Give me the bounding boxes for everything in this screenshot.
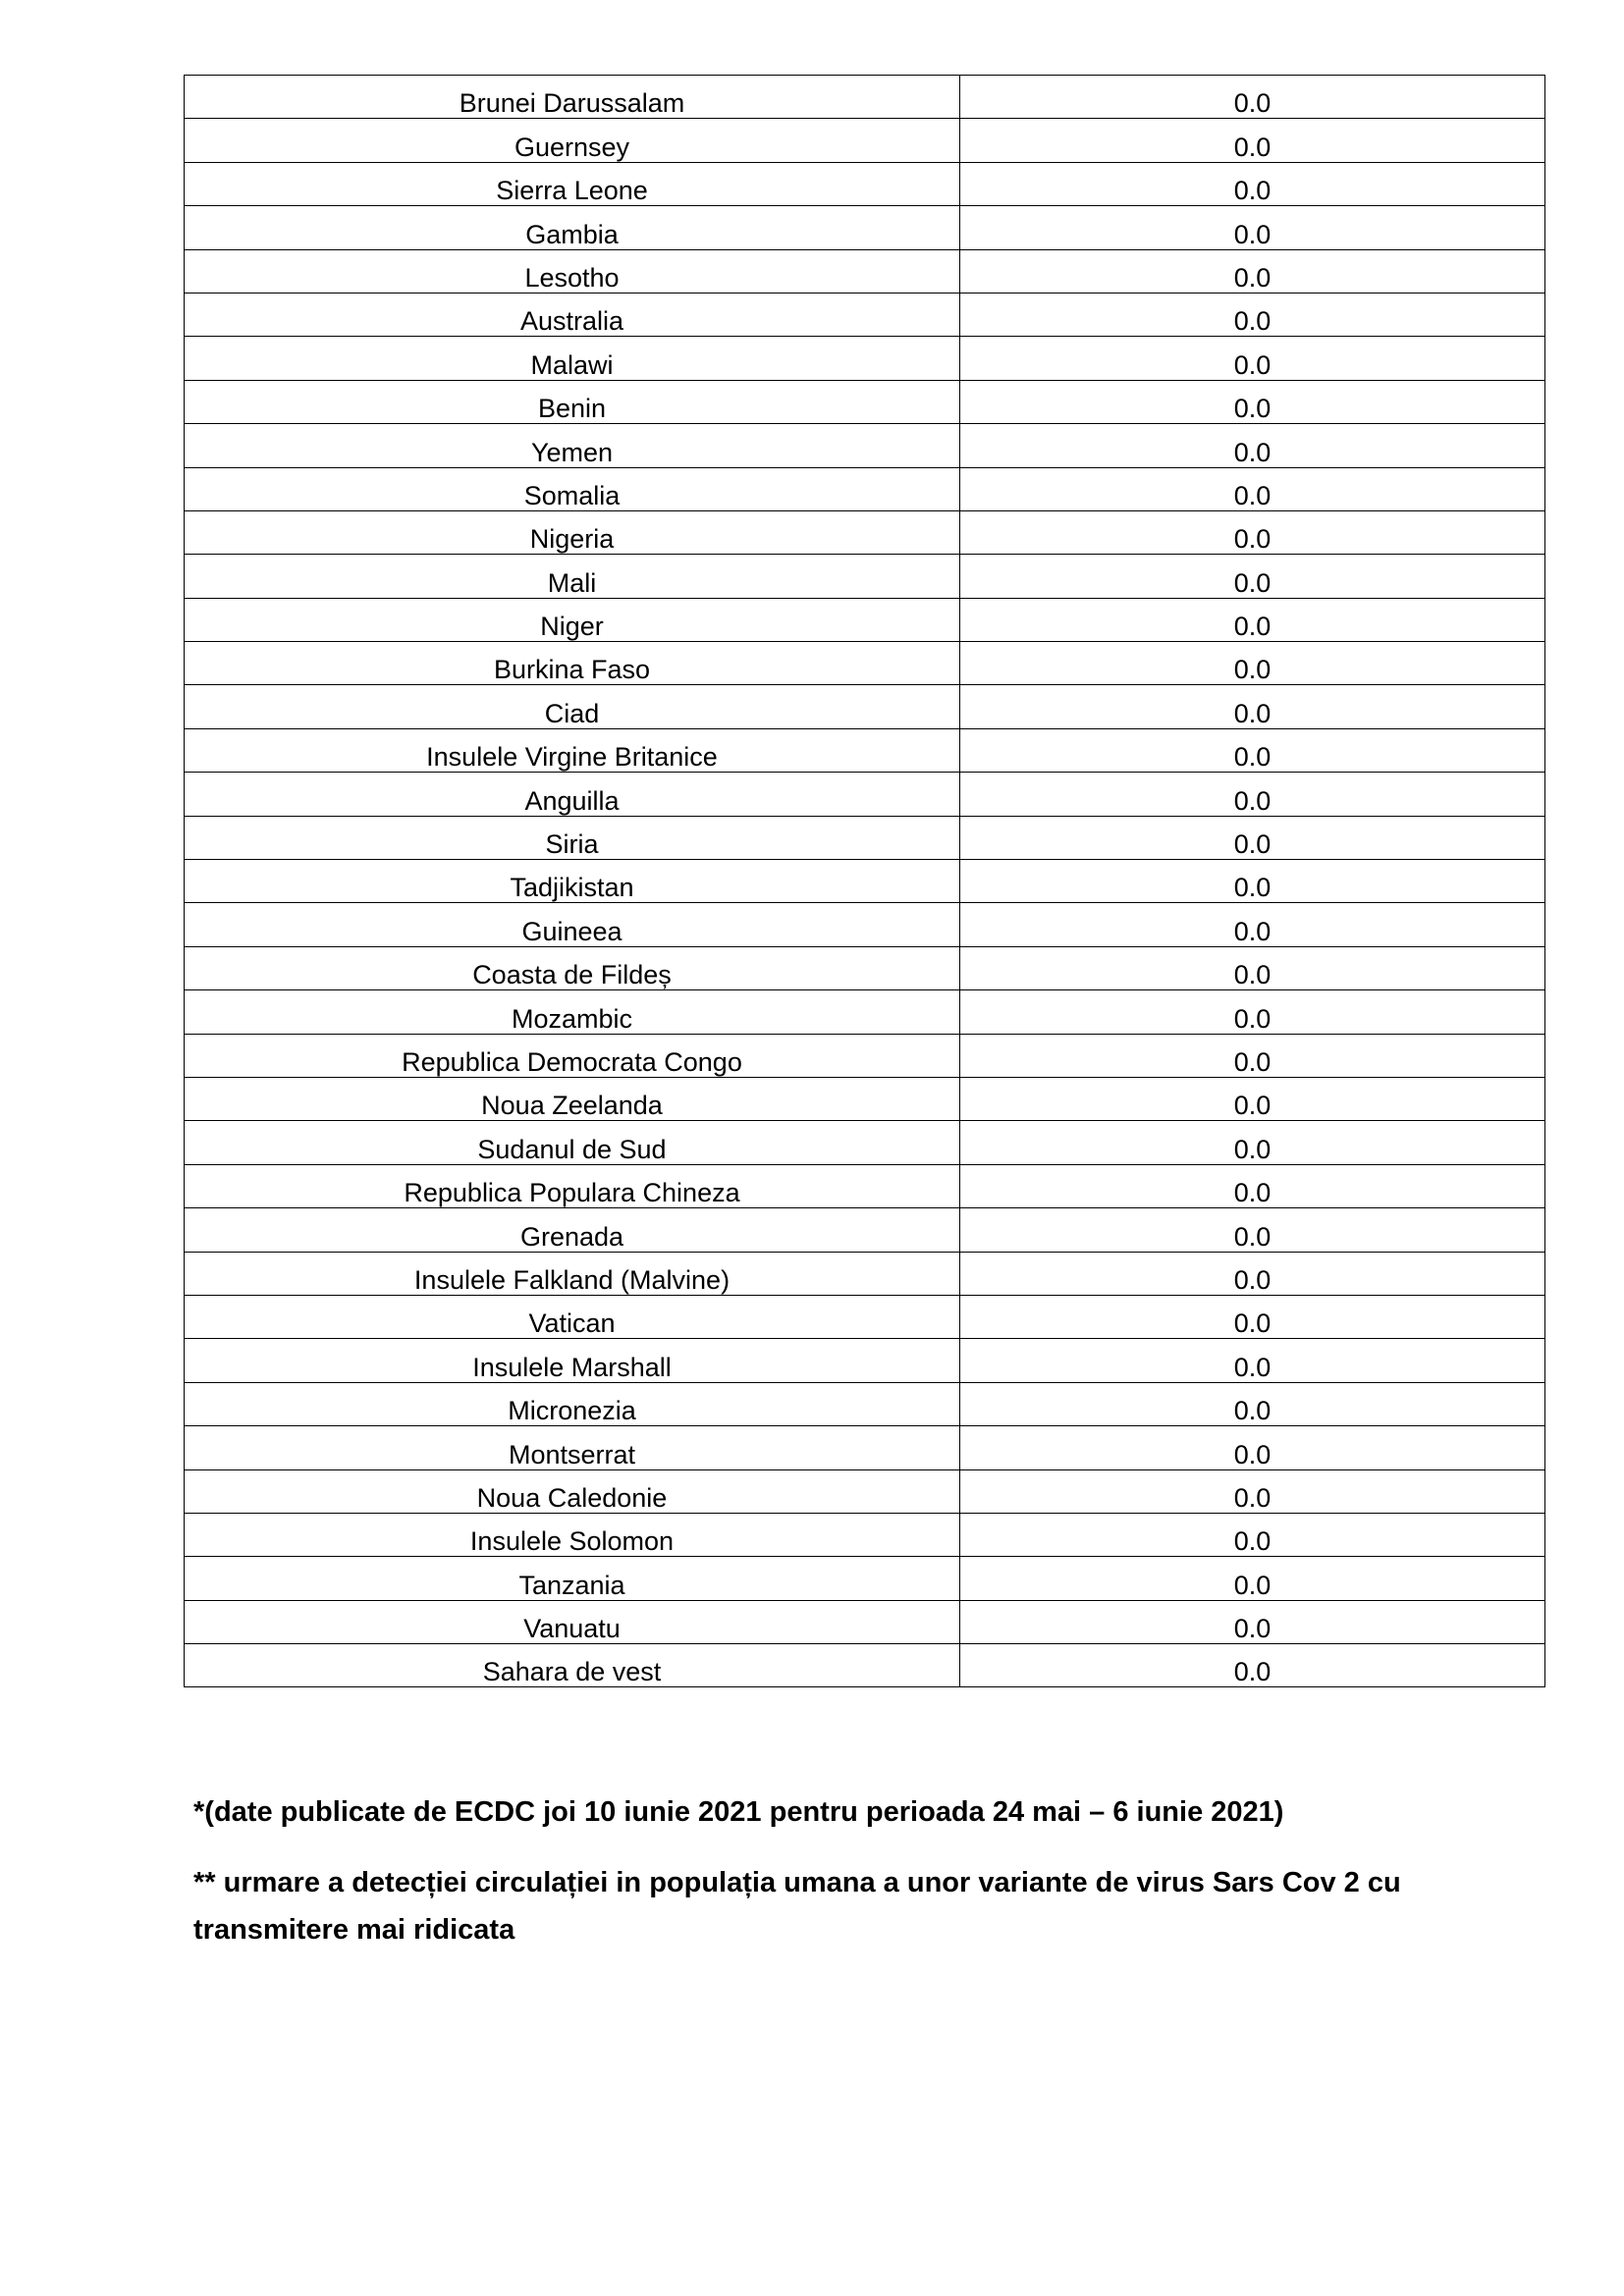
country-cell: Montserrat: [185, 1426, 960, 1469]
table-row: [185, 206, 1545, 249]
value-cell: 0.0: [960, 1469, 1545, 1513]
footnote-ecdc-date: *(date publicate de ECDC joi 10 iunie 2021 pentru perioada 24 mai – 6 iunie 2021): [193, 1796, 1284, 1828]
value-cell: 0.0: [960, 119, 1545, 162]
country-cell: Siria: [185, 816, 960, 859]
table-row: [185, 903, 1545, 946]
value-cell: 0.0: [960, 1121, 1545, 1164]
table-row: [185, 1077, 1545, 1120]
country-cell: Noua Caledonie: [185, 1469, 960, 1513]
value-cell: 0.0: [960, 555, 1545, 598]
table-row: [185, 1600, 1545, 1643]
value-cell: 0.0: [960, 1513, 1545, 1556]
value-cell: 0.0: [960, 337, 1545, 380]
value-cell: 0.0: [960, 1600, 1545, 1643]
country-cell: Sudanul de Sud: [185, 1121, 960, 1164]
table-row: [185, 1469, 1545, 1513]
country-cell: Nigeria: [185, 510, 960, 554]
country-cell: Vatican: [185, 1295, 960, 1338]
country-cell: Republica Democrata Congo: [185, 1034, 960, 1077]
table-row: [185, 990, 1545, 1034]
country-cell: Benin: [185, 380, 960, 423]
table-row: [185, 1208, 1545, 1252]
value-cell: 0.0: [960, 510, 1545, 554]
country-cell: Malawi: [185, 337, 960, 380]
value-cell: 0.0: [960, 598, 1545, 641]
country-cell: Republica Populara Chineza: [185, 1164, 960, 1207]
table-row: [185, 598, 1545, 641]
value-cell: 0.0: [960, 728, 1545, 772]
country-cell: Tadjikistan: [185, 860, 960, 903]
table-row: [185, 337, 1545, 380]
country-cell: Gambia: [185, 206, 960, 249]
country-cell: Somalia: [185, 467, 960, 510]
country-cell: Yemen: [185, 424, 960, 467]
country-cell: Anguilla: [185, 773, 960, 816]
country-incidence-table: [184, 75, 1545, 1687]
country-cell: Coasta de Fildeș: [185, 946, 960, 989]
country-cell: Australia: [185, 293, 960, 336]
country-cell: Insulele Virgine Britanice: [185, 728, 960, 772]
value-cell: 0.0: [960, 1295, 1545, 1338]
value-cell: 0.0: [960, 685, 1545, 728]
table-body: [185, 76, 1545, 1687]
value-cell: 0.0: [960, 903, 1545, 946]
table-row: [185, 293, 1545, 336]
table-row: [185, 555, 1545, 598]
table-row: [185, 1339, 1545, 1382]
country-cell: Guernsey: [185, 119, 960, 162]
table-row: [185, 1252, 1545, 1295]
value-cell: 0.0: [960, 773, 1545, 816]
country-cell: Ciad: [185, 685, 960, 728]
country-cell: Sahara de vest: [185, 1644, 960, 1687]
country-cell: Vanuatu: [185, 1600, 960, 1643]
table-row: [185, 467, 1545, 510]
country-cell: Sierra Leone: [185, 162, 960, 205]
table-row: [185, 380, 1545, 423]
country-cell: Mali: [185, 555, 960, 598]
value-cell: 0.0: [960, 1557, 1545, 1600]
table-row: [185, 816, 1545, 859]
table-row: [185, 1034, 1545, 1077]
table-row: [185, 946, 1545, 989]
country-cell: Guineea: [185, 903, 960, 946]
value-cell: 0.0: [960, 860, 1545, 903]
value-cell: 0.0: [960, 76, 1545, 119]
table-row: [185, 728, 1545, 772]
table-row: [185, 119, 1545, 162]
value-cell: 0.0: [960, 162, 1545, 205]
value-cell: 0.0: [960, 1164, 1545, 1207]
table-row: [185, 773, 1545, 816]
value-cell: 0.0: [960, 380, 1545, 423]
table-row: [185, 1426, 1545, 1469]
table-row: [185, 642, 1545, 685]
country-cell: Niger: [185, 598, 960, 641]
country-cell: Noua Zeelanda: [185, 1077, 960, 1120]
value-cell: 0.0: [960, 1426, 1545, 1469]
country-cell: Insulele Marshall: [185, 1339, 960, 1382]
table-row: [185, 1295, 1545, 1338]
table-row: [185, 249, 1545, 293]
value-cell: 0.0: [960, 1252, 1545, 1295]
country-cell: Mozambic: [185, 990, 960, 1034]
table-row: [185, 510, 1545, 554]
table-row: [185, 1644, 1545, 1687]
value-cell: 0.0: [960, 1644, 1545, 1687]
footnotes: [193, 1789, 1470, 1953]
value-cell: 0.0: [960, 1077, 1545, 1120]
country-cell: Insulele Solomon: [185, 1513, 960, 1556]
table-row: [185, 1164, 1545, 1207]
value-cell: 0.0: [960, 990, 1545, 1034]
value-cell: 0.0: [960, 467, 1545, 510]
table-row: [185, 1121, 1545, 1164]
table-row: [185, 685, 1545, 728]
table-row: [185, 1382, 1545, 1425]
table-row: [185, 162, 1545, 205]
country-cell: Lesotho: [185, 249, 960, 293]
value-cell: 0.0: [960, 642, 1545, 685]
value-cell: 0.0: [960, 1034, 1545, 1077]
country-cell: Insulele Falkland (Malvine): [185, 1252, 960, 1295]
value-cell: 0.0: [960, 946, 1545, 989]
country-cell: Burkina Faso: [185, 642, 960, 685]
footnote-variants: ** urmare a detecției circulației in populația umana a unor variante de virus Sars Cov 2 cu transmitere mai ridicata: [193, 1867, 1401, 1946]
value-cell: 0.0: [960, 206, 1545, 249]
value-cell: 0.0: [960, 1339, 1545, 1382]
country-cell: Tanzania: [185, 1557, 960, 1600]
value-cell: 0.0: [960, 816, 1545, 859]
value-cell: 0.0: [960, 424, 1545, 467]
country-cell: Grenada: [185, 1208, 960, 1252]
table-row: [185, 860, 1545, 903]
value-cell: 0.0: [960, 1208, 1545, 1252]
value-cell: 0.0: [960, 249, 1545, 293]
value-cell: 0.0: [960, 1382, 1545, 1425]
value-cell: 0.0: [960, 293, 1545, 336]
table-row: [185, 424, 1545, 467]
table-row: [185, 1557, 1545, 1600]
country-cell: Micronezia: [185, 1382, 960, 1425]
table-row: [185, 1513, 1545, 1556]
country-cell: Brunei Darussalam: [185, 76, 960, 119]
table-row: [185, 76, 1545, 119]
